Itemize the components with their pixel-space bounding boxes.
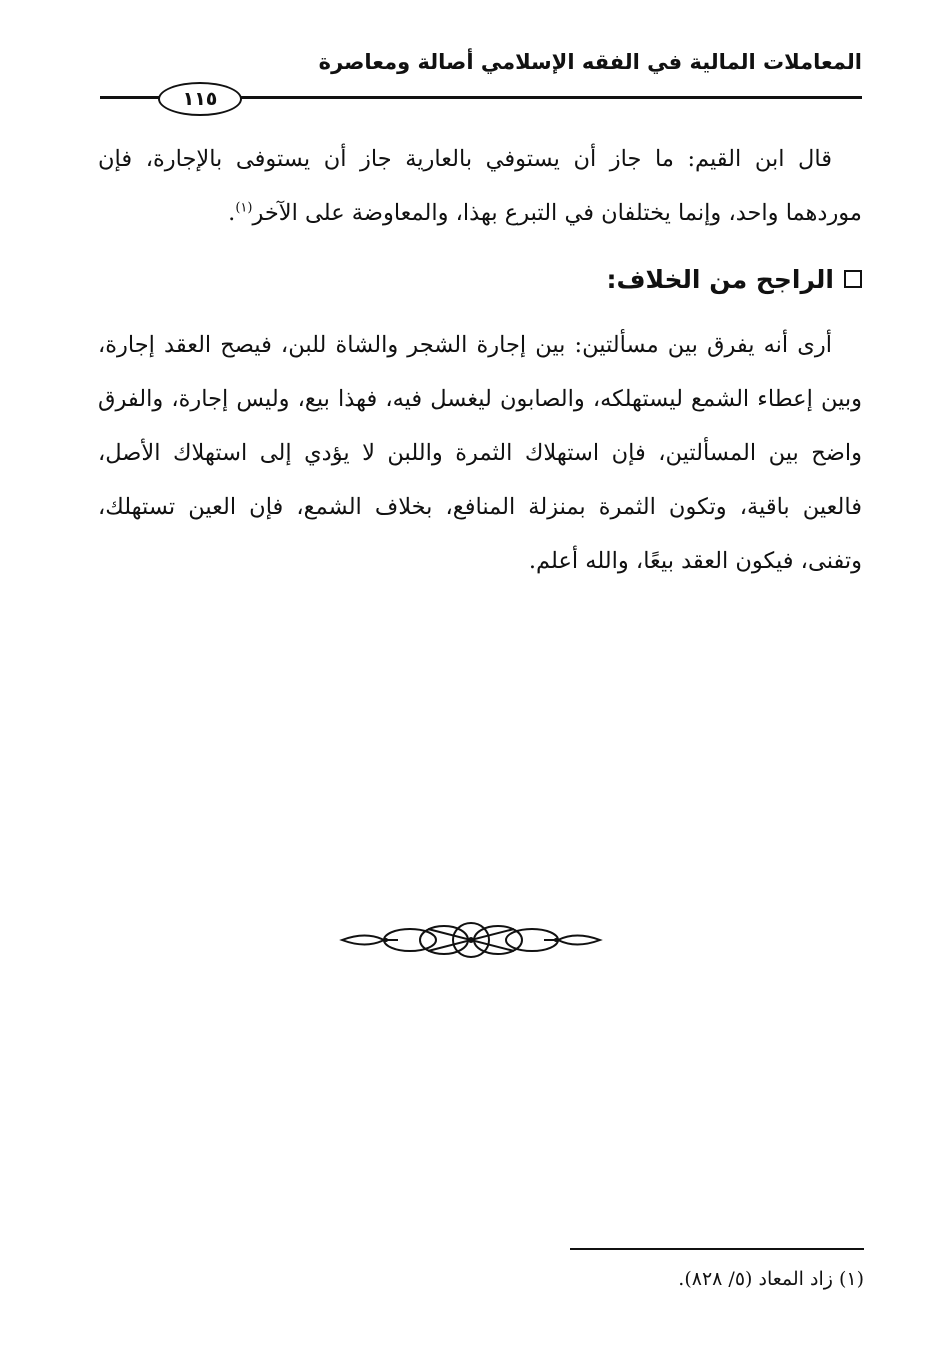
paragraph-ibn-alqayyim-quote: [98, 132, 862, 240]
paragraph-end-punctuation: .: [228, 200, 236, 226]
section-heading-text: الراجح من الخلاف:: [606, 265, 834, 294]
ornamental-divider-icon: [338, 920, 604, 960]
footnote-1: (١) زاد المعاد (٥/ ٨٢٨).: [678, 1268, 864, 1290]
page-number: ١١٥: [158, 82, 242, 116]
paragraph-text: قال ابن القيم: ما جاز أن يستوفي بالعارية جاز أن يستوفى بالإجارة، فإن موردهما واحد، وإنما يختلفان في التبرع بهذا، والمعاوضة على الآخر: [98, 146, 862, 226]
paragraph-preferred-opinion: أرى أنه يفرق بين مسألتين: بين إجارة الشجر والشاة للبن، فيصح العقد إجارة، وبين إعطاء الشمع ليستهلكه، والصابون ليغسل فيه، فهذا بيع، وليس إجارة، والفرق واضح بين المسألتين، فإن استهلاك الثمرة واللبن لا يؤدي إلى استهلاك الأصل، فالعين باقية، وتكون الثمرة بمنزلة المنافع، بخلاف الشمع، فإن العين تستهلك، وتفنى، فيكون العقد بيعًا، والله أعلم.: [98, 332, 862, 574]
footnote-reference: (١): [235, 200, 253, 216]
checkbox-square-icon: [844, 270, 862, 288]
running-header-title: المعاملات المالية في الفقه الإسلامي أصالة ومعاصرة: [318, 50, 862, 74]
footnote-separator-rule: [570, 1248, 864, 1250]
section-heading: [607, 258, 863, 302]
